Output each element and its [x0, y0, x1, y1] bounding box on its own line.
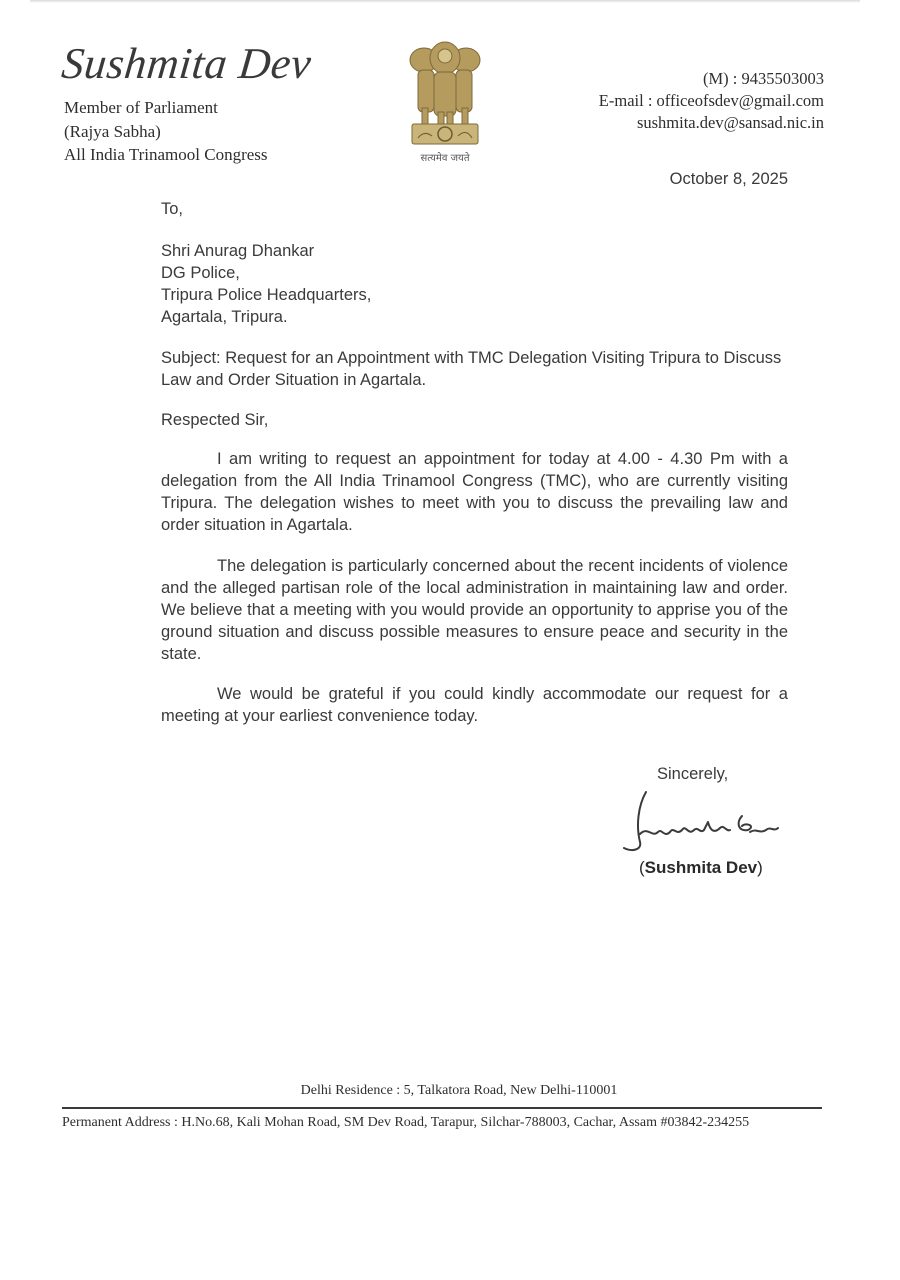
subject-line: Subject: Request for an Appointment with TMC Delegation Visiting Tripura to Discuss Law and Order Situation in Agartala.	[161, 349, 782, 389]
signature	[618, 786, 788, 858]
signatory-name-text: Sushmita Dev	[644, 858, 758, 877]
permanent-address: Permanent Address : H.No.68, Kali Mohan Road, SM Dev Road, Tarapur, Silchar-788003, Cachar, Assam #03842-234255	[62, 1115, 750, 1130]
designation-line: (Rajya Sabha)	[64, 121, 161, 141]
email-primary: E-mail : officeofsdev@gmail.com	[598, 91, 824, 110]
letter-date: October 8, 2025	[669, 170, 788, 188]
salutation: Respected Sir,	[161, 411, 269, 429]
contact-block	[599, 68, 824, 134]
designation-line: Member of Parliament	[64, 98, 218, 117]
delhi-residence: Delhi Residence : 5, Talkatora Road, New Delhi-110001	[300, 1083, 618, 1098]
footer-divider	[62, 1107, 822, 1109]
recipient-line: Shri Anurag Dhankar	[161, 242, 315, 260]
body-paragraph: The delegation is particularly concerned about the recent incidents of violence and the alleged partisan role of the local administration in maintaining law and order. We believe that a meeting with you would provide an opportunity to apprise you of the ground situation and discuss possible measures to ensure peace and security in the state.	[161, 557, 788, 663]
recipient-address	[161, 240, 788, 328]
body-paragraph: We would be grateful if you could kindly accommodate our request for a meeting at your earliest convenience today.	[161, 685, 788, 725]
recipient-line: Tripura Police Headquarters,	[161, 286, 372, 304]
national-emblem-icon	[404, 38, 486, 148]
signatory-name	[639, 858, 763, 878]
designation-line: All India Trinamool Congress	[64, 145, 268, 164]
mobile-number: (M) : 9435503003	[703, 69, 824, 88]
recipient-line: Agartala, Tripura.	[161, 308, 288, 326]
paren-open: (	[639, 858, 645, 877]
emblem-motto: सत्यमेव जयते	[420, 153, 470, 164]
letterhead-designation	[64, 96, 268, 167]
paren-close: )	[757, 858, 763, 877]
page-top-edge	[30, 0, 860, 3]
closing: Sincerely,	[657, 765, 729, 783]
national-emblem	[404, 38, 486, 168]
body-paragraph: I am writing to request an appointment for today at 4.00 - 4.30 Pm with a delegation from the All India Trinamool Congress (TMC), who are currently visiting Tripura. The delegation wishes to meet with you to discuss the prevailing law and order situation in Agartala.	[161, 450, 788, 534]
handwritten-signature-icon	[618, 786, 788, 858]
recipient-line: DG Police,	[161, 264, 240, 282]
letterhead-name: Sushmita Dev	[59, 39, 314, 88]
email-secondary: sushmita.dev@sansad.nic.in	[636, 113, 824, 132]
to-line: To,	[161, 200, 184, 218]
